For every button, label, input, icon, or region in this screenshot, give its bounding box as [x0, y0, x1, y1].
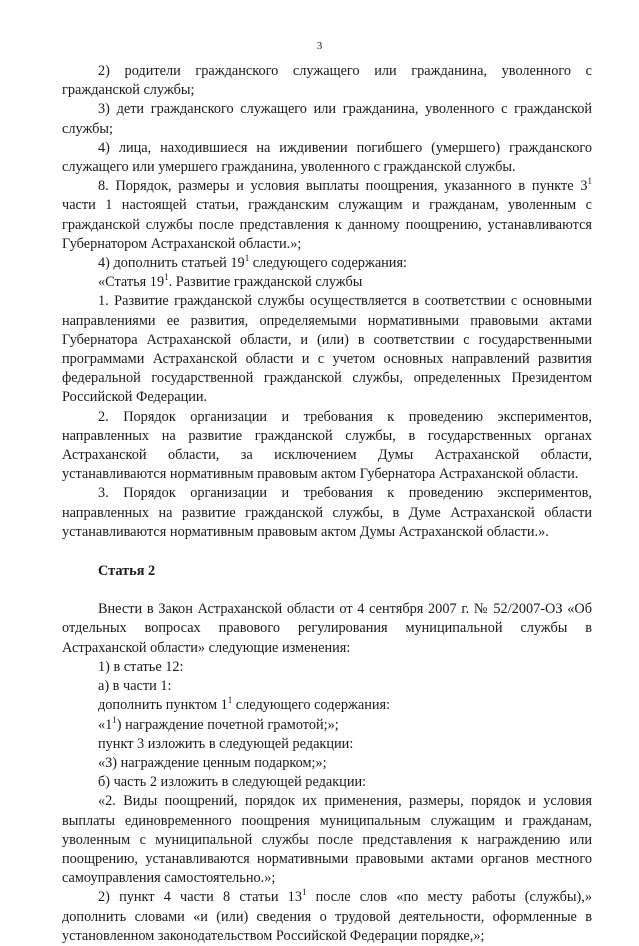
paragraph: «$1^1$) награждение почетной грамотой;»; — [98, 714, 339, 733]
paragraph: «2. Виды поощрений, порядок их применения, размеры, порядок и условия выплаты единовременного поощрения муниципальным служащим и гражданам, уволенным с муниципальной службы после представления к награждению или поощрению, устанавливаются нормативными правовыми актами органов местного самоуправления самостоятельно.»; — [62, 793, 592, 887]
paragraph: Внести в Закон Астраханской области от 4 сентября 2007 г. № 52/2007-ОЗ «Об отдельных вопросах правового регулирования муниципальной службы в Астраханской области» следующие изменения: — [62, 601, 592, 656]
paragraph: «3) награждение ценным подарком;»; — [98, 754, 327, 771]
paragraph: б) часть 2 изложить в следующей редакции: — [98, 774, 367, 791]
paragraph: 2. Порядок организации и требования к проведению экспериментов, направленных на развитие гражданской службы, в государственных органах Астраханской области, за исключением Думы Астраханской области, устанавливаются нормативным правовым актом Губернатора Астраханской области. — [62, 408, 592, 483]
section-heading: Статья 2 — [98, 563, 156, 580]
paragraph: 4) лица, находившиеся на иждивении погибшего (умершего) гражданского служащего или умершего гражданина, уволенного с гражданской службы. — [62, 139, 592, 176]
paragraph: пункт 3 изложить в следующей редакции: — [98, 735, 354, 752]
paragraph: «Статья $19^1$. Развитие гражданской службы — [98, 272, 363, 291]
paragraph: 1) в статье 12: — [98, 658, 184, 675]
page-number: 3 — [316, 40, 323, 52]
paragraph: 1. Развитие гражданской службы осуществляется в соответствии с основными направлениями ее развития, определяемыми нормативными правовыми актами Губернатора Астраханской области, и (или) в соответствии с государственными программами Астраханской области и с учетом основных направлений развития федеральной государственной гражданской службы, определенных Президентом Российской Федерации. — [62, 293, 592, 406]
document-body — [62, 62, 592, 946]
paragraph: 2) родители гражданского служащего или гражданина, уволенного с гражданской службы; — [62, 63, 592, 99]
paragraph: дополнить пунктом $1^1$ следующего содержания: — [98, 695, 391, 714]
paragraph: 3. Порядок организации и требования к проведению экспериментов, направленных на развитие гражданской службы, в Думе Астраханской области устанавливаются нормативным правовым актом Думы Астраханской области.». — [62, 485, 592, 540]
paragraph: а) в части 1: — [98, 678, 172, 695]
paragraph: 3) дети гражданского служащего или гражданина, уволенного с гражданской службы; — [62, 101, 592, 137]
paragraph: 4) дополнить статьей $19^1$ следующего содержания: — [98, 253, 408, 272]
paragraph: 2) пункт 4 части 8 статьи $13^1$ после слов «по месту работы (службы),» дополнить словами «и (или) сведения о трудовой деятельности, оформленные в установленном законодательством Российской Федерации порядке,»; — [62, 887, 592, 944]
paragraph: 8. Порядок, размеры и условия выплаты поощрения, указанного в пункте $3^1$ части 1 настоящей статьи, гражданским служащим и гражданам, уволенным с гражданской службы после представления к данному поощрению, устанавливаются Губернатором Астраханской области.»; — [62, 176, 592, 252]
